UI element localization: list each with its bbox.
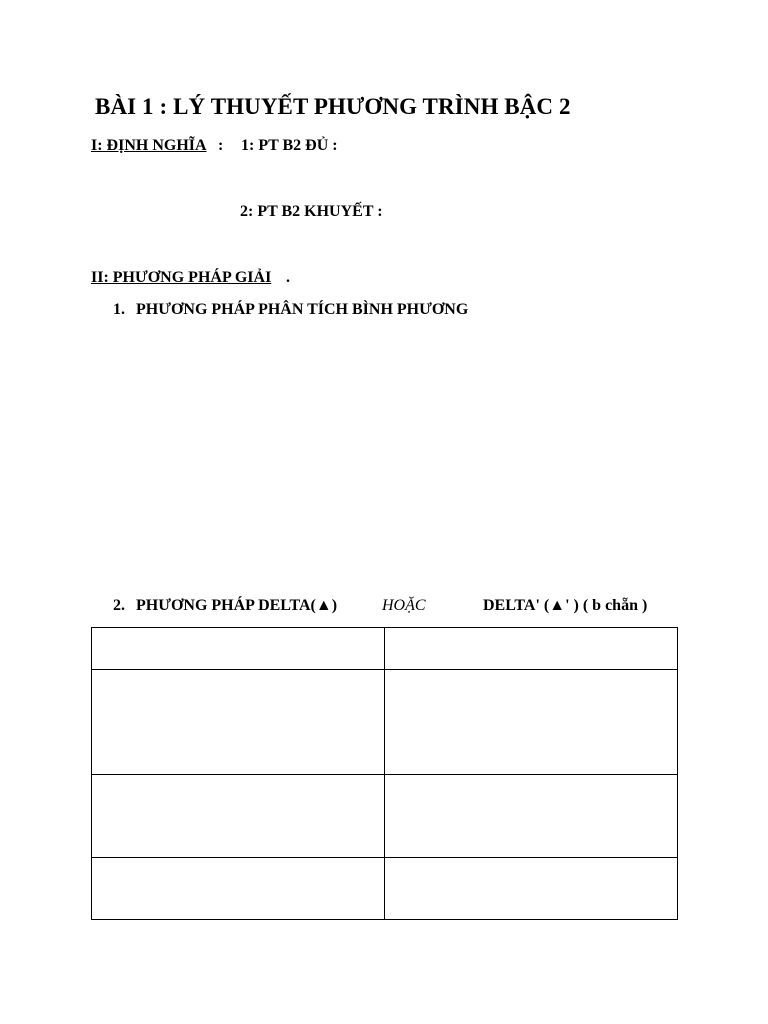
method2-alt-title: DELTA' (▲' ) ( b chẵn )	[483, 597, 648, 614]
section-definition-heading: I: ĐỊNH NGHĨA	[91, 137, 207, 154]
delta-table	[91, 627, 678, 920]
table-row	[92, 628, 678, 670]
section-definition-colon: :	[218, 137, 224, 154]
table-row	[92, 670, 678, 775]
table-cell	[385, 858, 678, 920]
definition-full-equation: 1: PT B2 ĐỦ :	[241, 137, 338, 154]
table-cell	[385, 775, 678, 858]
table-cell	[385, 670, 678, 775]
table-row	[92, 858, 678, 920]
method2-or: HOẶC	[382, 597, 426, 614]
method1-number: 1.	[113, 301, 125, 318]
method2-number: 2.	[113, 597, 125, 614]
method1-title: PHƯƠNG PHÁP PHÂN TÍCH BÌNH PHƯƠNG	[136, 301, 469, 318]
table-row	[92, 775, 678, 858]
table-cell	[92, 628, 385, 670]
page-title: BÀI 1 : LÝ THUYẾT PHƯƠNG TRÌNH BẬC 2	[95, 94, 571, 119]
table-cell	[92, 670, 385, 775]
definition-incomplete-equation: 2: PT B2 KHUYẾT :	[240, 203, 383, 220]
section-methods-dot: .	[286, 269, 290, 286]
table-cell	[385, 628, 678, 670]
method2-title: PHƯƠNG PHÁP DELTA(▲)	[136, 597, 338, 614]
table-cell	[92, 775, 385, 858]
section-methods-heading: II: PHƯƠNG PHÁP GIẢI	[91, 269, 272, 286]
table-cell	[92, 858, 385, 920]
